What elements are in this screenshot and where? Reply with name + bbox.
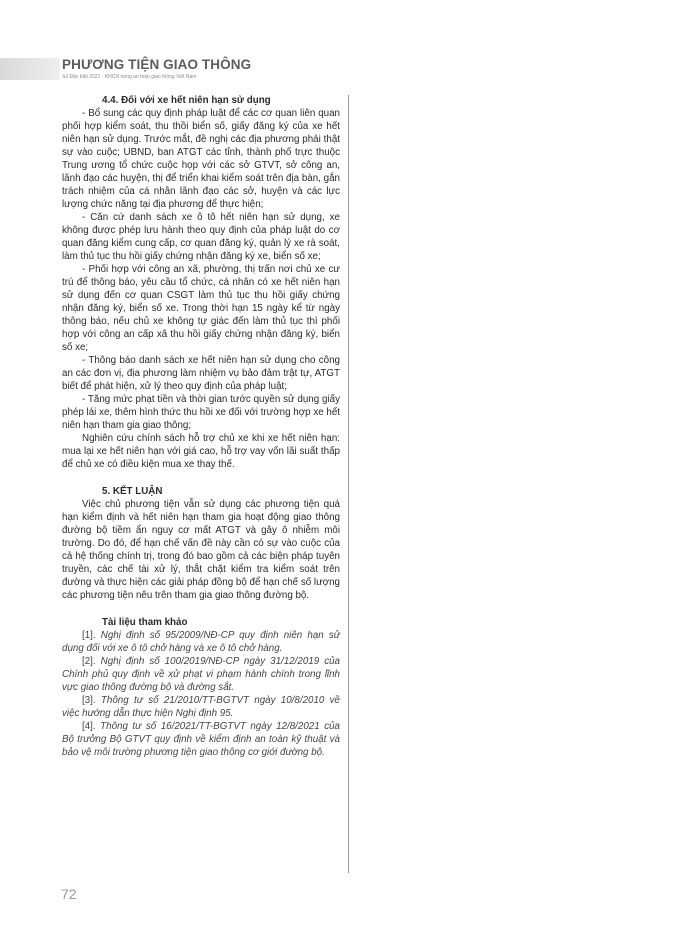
paragraph: - Phối hợp với công an xã, phường, thị trấn nơi chủ xe cư trú để thông báo, yêu cầu tổ chức, cá nhân có xe hết niên hạn sử dụng đến cơ quan CSGT làm thủ tục thu hồi giấy chứng nhận đăng ký, biển số xe. Trong thời hạn 15 ngày kể từ ngày thông báo, nếu chủ xe không tự giác đến làm thủ tục thì phối hợp với công an cấp xã thu hồi giấy chứng nhận đăng ký, biển số xe;	[62, 264, 340, 353]
section-heading-4-4: 4.4. Đối với xe hết niên hạn sử dụng	[102, 95, 271, 106]
header-band	[0, 58, 60, 80]
paragraph: - Căn cứ danh sách xe ô tô hết niên hạn sử dụng, xe không được phép lưu hành theo quy định của pháp luật do cơ quan đăng kiểm cung cấp, cơ quan đăng ký, quản lý xe rà soát, làm thủ tục thu hồi giấy chứng nhận đăng ký xe, biển số xe;	[62, 212, 340, 262]
column-divider	[348, 95, 349, 873]
reference-item	[62, 655, 340, 694]
reference-number: [2].	[82, 656, 96, 667]
section-heading-conclusion: 5. KẾT LUẬN	[102, 486, 163, 497]
running-header-subtitle: Số Đặc biệt 2021 - KHCN trong an toàn giao thông Việt Nam	[62, 74, 197, 80]
page-number: 72	[61, 886, 77, 902]
running-header-title: PHƯƠNG TIỆN GIAO THÔNG	[62, 57, 252, 72]
reference-text: Nghị định số 95/2009/NĐ-CP quy định niên hạn sử dụng đối với xe ô tô chở hàng và xe ô tô chở hàng.	[62, 630, 340, 654]
paragraph: - Tăng mức phạt tiền và thời gian tước quyền sử dụng giấy phép lái xe, thêm hình thức thu hồi xe đối với trường hợp xe hết niên hạn tham gia giao thông;	[62, 394, 341, 431]
reference-text: Thông tư số 21/2010/TT-BGTVT ngày 10/8/2010 về việc hướng dẫn thực hiện Nghị định 95.	[62, 695, 340, 719]
reference-number: [3].	[82, 695, 96, 706]
reference-item	[62, 720, 340, 759]
reference-number: [4].	[82, 721, 96, 732]
reference-text: Nghị định số 100/2019/NĐ-CP ngày 31/12/2019 của Chính phủ quy định về xử phạt vi phạm hành chính trong lĩnh vực giao thông đường bộ và đường sắt.	[62, 656, 340, 693]
reference-number: [1].	[82, 630, 96, 641]
paragraph: - Thông báo danh sách xe hết niên hạn sử dụng cho công an các đơn vị, địa phương làm nhiệm vụ bảo đảm trật tự, ATGT biết để phát hiện, xử lý theo quy định của pháp luật;	[62, 355, 340, 392]
paragraph: Việc chủ phương tiện vẫn sử dụng các phương tiện quá hạn kiểm định và hết niên hạn tham gia hoạt động giao thông đường bộ tiềm ẩn nguy cơ mất ATGT và gây ô nhiễm môi trường. Do đó, để hạn chế vấn đề này cần có sự vào cuộc của cả hệ thống chính trị, trong đó bao gồm cả các biện pháp tuyên truyền, các chế tài xử lý, thắt chặt kiểm tra kiểm soát trên đường và thực hiện các giải pháp đồng bộ để hạn chế số lượng các phương tiện nêu trên tham gia giao thông đường bộ.	[62, 499, 340, 601]
reference-text: Thông tư số 16/2021/TT-BGTVT ngày 12/8/2021 của Bộ trưởng Bộ GTVT quy định về kiểm định an toàn kỹ thuật và bảo vệ môi trường phương tiện giao thông cơ giới đường bộ.	[62, 721, 340, 758]
paragraph: Nghiên cứu chính sách hỗ trợ chủ xe khi xe hết niên hạn: mua lại xe hết niên hạn với giá cao, hỗ trợ vay vốn lãi suất thấp để chủ xe có điều kiện mua xe thay thế.	[62, 433, 340, 470]
paragraph: - Bổ sung các quy định pháp luật để các cơ quan liên quan phối hợp kiểm soát, thu thồi biển số, giấy đăng ký của xe hết niên hạn sử dụng. Trước mắt, đề nghị các địa phương phải thật sự vào cuộc; UBND, ban ATGT các tỉnh, thành phố trực thuộc Trung ương tổ chức cuộc họp với các sở GTVT, sở công an, lãnh đạo các huyện, thị để triển khai kiểm soát trên địa bàn, gắn trách nhiệm của cá nhân lãnh đạo các sở, huyện và các lực lượng chức năng tại địa phương để thực hiện;	[62, 108, 340, 210]
text-column	[62, 94, 340, 759]
reference-item	[62, 629, 340, 655]
reference-item	[62, 694, 340, 720]
references-heading: Tài liệu tham khảo	[102, 617, 188, 628]
